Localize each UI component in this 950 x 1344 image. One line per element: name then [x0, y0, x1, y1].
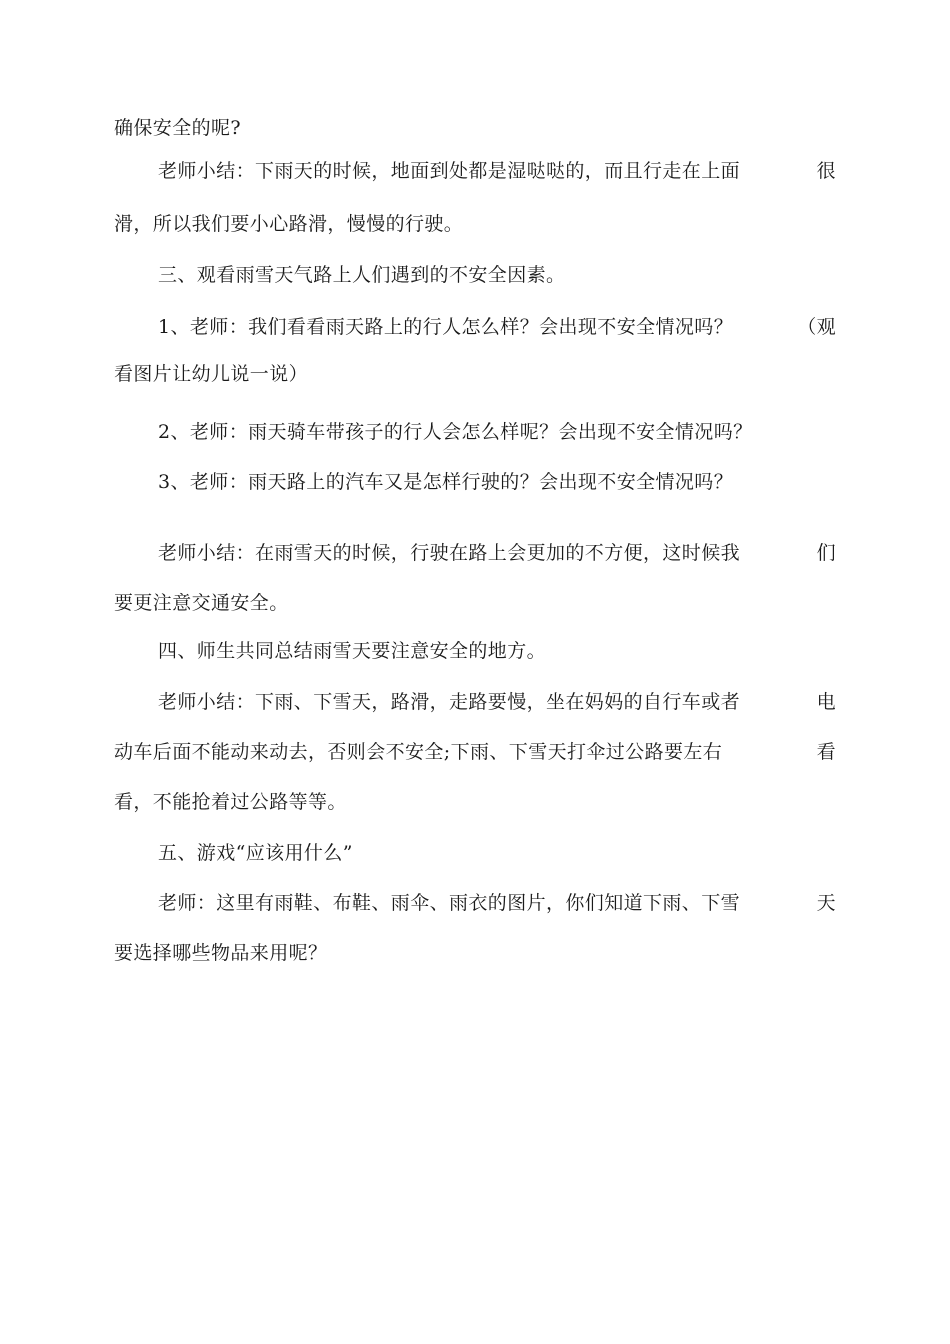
- text-run: 确保安全的呢?: [114, 117, 241, 139]
- text-run: 看: [816, 741, 836, 763]
- text-run: 1、老师：我们看看雨天路上的行人怎么样？会出现不安全情况吗？: [158, 316, 734, 338]
- text-run: 滑，所以我们要小心路滑，慢慢的行驶。: [114, 213, 464, 235]
- text-run: 要更注意交通安全。: [114, 592, 289, 614]
- paragraph-line: [114, 940, 327, 966]
- text-run: 看图片让幼儿说一说）: [114, 363, 309, 385]
- text-run: （观: [797, 316, 836, 338]
- text-run: 很: [816, 160, 836, 182]
- paragraph-line: [114, 789, 347, 815]
- paragraph-line: [114, 739, 836, 765]
- text-run: 看，不能抢着过公路等等。: [114, 791, 347, 813]
- text-run: 四、师生共同总结雨雪天要注意安全的地方。: [158, 640, 547, 662]
- text-run: 老师：这里有雨鞋、布鞋、雨伞、雨衣的图片，你们知道下雨、下雪: [158, 892, 741, 914]
- text-run: 3、老师：雨天路上的汽车又是怎样行驶的？会出现不安全情况吗？: [158, 471, 734, 493]
- paragraph-line: [158, 158, 836, 184]
- section-heading: [158, 840, 353, 866]
- paragraph-line: [158, 540, 836, 566]
- paragraph-line: [158, 419, 753, 445]
- paragraph-line: [158, 689, 836, 715]
- text-run: 老师小结：下雨天的时候，地面到处都是湿哒哒的，而且行走在上面: [158, 160, 741, 182]
- text-run: 三、观看雨雪天气路上人们遇到的不安全因素。: [158, 264, 566, 286]
- paragraph-line: [114, 211, 463, 237]
- paragraph-line: [158, 890, 836, 916]
- text-run: 动车后面不能动来动去，否则会不安全;下雨、下雪天打伞过公路要左右: [114, 741, 723, 763]
- paragraph-line: [114, 115, 241, 141]
- text-run: 电: [816, 691, 836, 713]
- text-run: 天: [816, 892, 836, 914]
- paragraph-line: [114, 590, 289, 616]
- text-run: 2、老师：雨天骑车带孩子的行人会怎么样呢？会出现不安全情况吗？: [158, 421, 753, 443]
- text-run: 老师小结：在雨雪天的时候，行驶在路上会更加的不方便，这时候我: [158, 542, 741, 564]
- text-run: 老师小结：下雨、下雪天，路滑，走路要慢，坐在妈妈的自行车或者: [158, 691, 741, 713]
- section-heading: [158, 638, 546, 664]
- paragraph-line: [114, 361, 308, 387]
- paragraph-line: [158, 314, 836, 340]
- paragraph-line: [158, 469, 733, 495]
- text-run: 要选择哪些物品来用呢？: [114, 942, 328, 964]
- text-run: 五、游戏“应该用什么”: [158, 842, 353, 864]
- text-run: 们: [816, 542, 836, 564]
- section-heading: [158, 262, 565, 288]
